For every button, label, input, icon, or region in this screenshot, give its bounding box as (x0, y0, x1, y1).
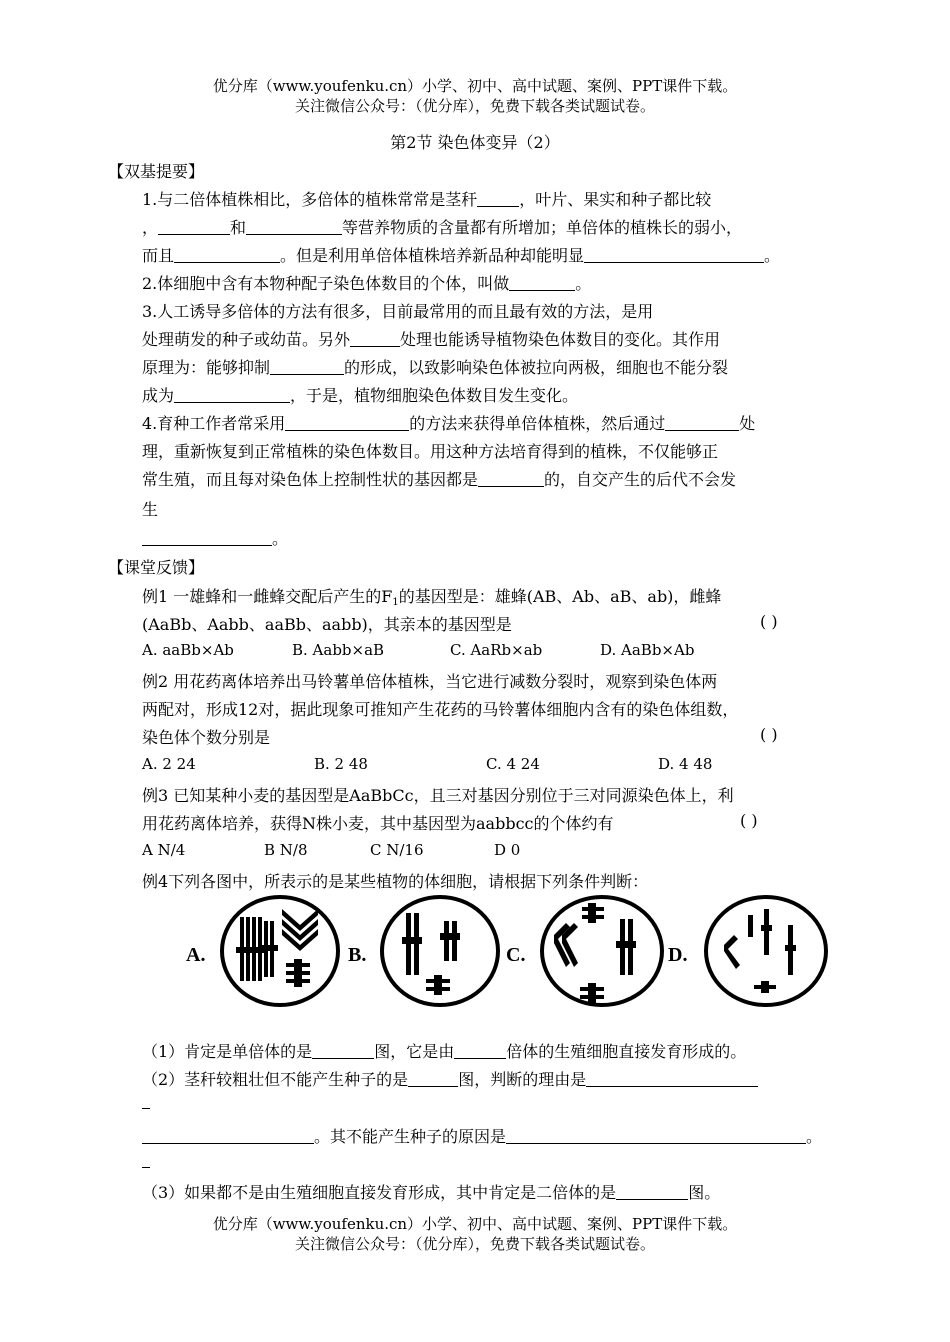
answer-blank[interactable] (454, 1042, 506, 1059)
cell-c (542, 897, 662, 1005)
answer-blank[interactable] (506, 1127, 806, 1144)
answer-blank[interactable] (665, 414, 739, 431)
section-heading-feedback: 【课堂反馈】 (108, 558, 205, 577)
ex4-q3: （3）如果都不是由生殖细胞直接发育形成，其中肯定是二倍体的是 图。 (142, 1183, 721, 1202)
figure-label-a: A. (186, 944, 206, 966)
q4-line-3: 常生殖，而且每对染色体上控制性状的基因都是 的，自交产生的后代不会发 (142, 470, 737, 489)
q4-line-5: 。 (142, 526, 288, 549)
footer-line-2: 关注微信公众号：（优分库），免费下载各类试题试卷。 (294, 1235, 655, 1253)
ex3-option-a[interactable]: A N/4 (142, 841, 186, 859)
ex4-q1: （1）肯定是单倍体的是 图，它是由 倍体的生殖细胞直接发育形成的。 (142, 1042, 747, 1061)
answer-blank[interactable] (477, 190, 519, 207)
answer-blank[interactable] (509, 274, 575, 291)
figure-label-c: C. (506, 944, 526, 966)
header-line-2: 关注微信公众号：（优分库），免费下载各类试题试卷。 (294, 97, 655, 115)
answer-blank[interactable] (478, 470, 544, 487)
q1-line-2: ， 和 等营养物质的含量都有所增加；单倍体的植株长的弱小， (142, 218, 743, 237)
ex2-line-2: 两配对，形成12对，据此现象可推知产生花药的马铃薯体细胞内含有的染色体组数， (142, 700, 739, 719)
answer-blank[interactable] (142, 529, 272, 546)
ex3-line-2: 用花药离体培养，获得N株小麦，其中基因型为aabbcc的个体约有 (142, 814, 614, 833)
ex3-option-b[interactable]: B N/8 (264, 841, 308, 859)
ex3-line-1: 例3 已知某种小麦的基因型是AaBbCc，且三对基因分别位于三对同源染色体上，利 (142, 786, 734, 805)
q4-line-2: 理，重新恢复到正常植株的染色体数目。用这种方法培育得到的植株，不仅能够正 (142, 442, 719, 461)
figure-label-b: B. (348, 944, 367, 966)
ex4-q2-line-1: （2）茎秆较粗壮但不能产生种子的是 图，判断的理由是 (142, 1067, 758, 1090)
answer-blank[interactable] (158, 218, 230, 235)
q3-line-4: 成为 ，于是，植物细胞染色体数目发生变化。 (142, 386, 579, 405)
answer-blank[interactable] (285, 414, 409, 431)
answer-blank-stub (142, 1166, 150, 1168)
footer-line-1: 优分库（www.youfenku.cn）小学、初中、高中试题、案例、PPT课件下载。 (212, 1215, 738, 1233)
answer-blank[interactable] (246, 218, 342, 235)
ex4-q2-line-2: 。其不能产生种子的原因是 。 (142, 1124, 822, 1147)
ex2-line-3: 染色体个数分别是 (142, 728, 271, 747)
q4-line-1: 4.育种工作者常采用 的方法来获得单倍体植株，然后通过 处 (142, 414, 756, 433)
ex3-option-d[interactable]: D 0 (494, 841, 521, 859)
q3-line-3: 原理为：能够抑制 的形成，以致影响染色体被拉向两极，细胞也不能分裂 (142, 358, 729, 377)
answer-blank[interactable] (408, 1070, 458, 1087)
answer-blank[interactable] (586, 1070, 758, 1087)
ex3-answer-paren[interactable]: ( ) (740, 811, 758, 830)
q3-line-2: 处理萌发的种子或幼苗。另外 处理也能诱导植物染色体数目的变化。其作用 (142, 330, 721, 349)
answer-blank[interactable] (584, 246, 764, 263)
header-line-1: 优分库（www.youfenku.cn）小学、初中、高中试题、案例、PPT课件下载。 (212, 77, 738, 95)
ex2-option-b[interactable]: B. 2 48 (314, 755, 368, 773)
section-heading-basics: 【双基提要】 (108, 162, 205, 181)
q4-line-4: 生 (142, 500, 159, 519)
answer-blank[interactable] (616, 1183, 688, 1200)
ex4-intro: 例4下列各图中，所表示的是某些植物的体细胞，请根据下列条件判断： (142, 872, 649, 891)
answer-blank[interactable] (174, 386, 290, 403)
ex1-line-2: (AaBb、Aabb、aaBb、aabb)，其亲本的基因型是 (142, 615, 512, 634)
ex1-option-a[interactable]: A. aaBb×Ab (142, 641, 234, 659)
ex3-option-c[interactable]: C N/16 (370, 841, 424, 859)
q2-line-1: 2.体细胞中含有本物种配子染色体数目的个体，叫做 。 (142, 274, 592, 293)
answer-blank[interactable] (174, 246, 280, 263)
cell-d (706, 897, 826, 1005)
answer-blank[interactable] (312, 1042, 374, 1059)
cell-b (382, 897, 498, 1005)
chromosome-cells-figure (180, 895, 830, 1030)
ex2-line-1: 例2 用花药离体培养出马铃薯单倍体植株，当它进行减数分裂时，观察到染色体两 (142, 672, 718, 691)
ex2-option-a[interactable]: A. 2 24 (142, 755, 196, 773)
ex1-option-c[interactable]: C. AaRb×ab (450, 641, 543, 659)
answer-blank[interactable] (350, 330, 400, 347)
ex1-line-1: 例1 一雄蜂和一雌蜂交配后产生的$F_1$的基因型是：雄蜂(AB、Ab、aB、ab)，雌蜂 (142, 587, 722, 608)
q3-line-1: 3.人工诱导多倍体的方法有很多，目前最常用的而且最有效的方法，是用 (142, 302, 654, 321)
page-title: 第2节 染色体变异（2） (390, 133, 560, 152)
ex1-option-d[interactable]: D. AaBb×Ab (600, 641, 695, 659)
q1-line-1: 1.与二倍体植株相比，多倍体的植株常常是茎秆 ，叶片、果实和种子都比较 (142, 190, 712, 209)
ex1-option-b[interactable]: B. Aabb×aB (292, 641, 385, 659)
answer-blank[interactable] (142, 1127, 314, 1144)
ex2-option-c[interactable]: C. 4 24 (486, 755, 540, 773)
q1-line-3: 而且 。但是利用单倍体植株培养新品种却能明显 。 (142, 246, 781, 265)
ex2-answer-paren[interactable]: ( ) (760, 725, 778, 744)
ex1-answer-paren[interactable]: ( ) (760, 612, 778, 631)
ex2-option-d[interactable]: D. 4 48 (658, 755, 713, 773)
answer-blank-stub (142, 1107, 150, 1109)
answer-blank[interactable] (270, 358, 344, 375)
cell-a (222, 897, 338, 1005)
figure-label-d: D. (668, 944, 688, 966)
